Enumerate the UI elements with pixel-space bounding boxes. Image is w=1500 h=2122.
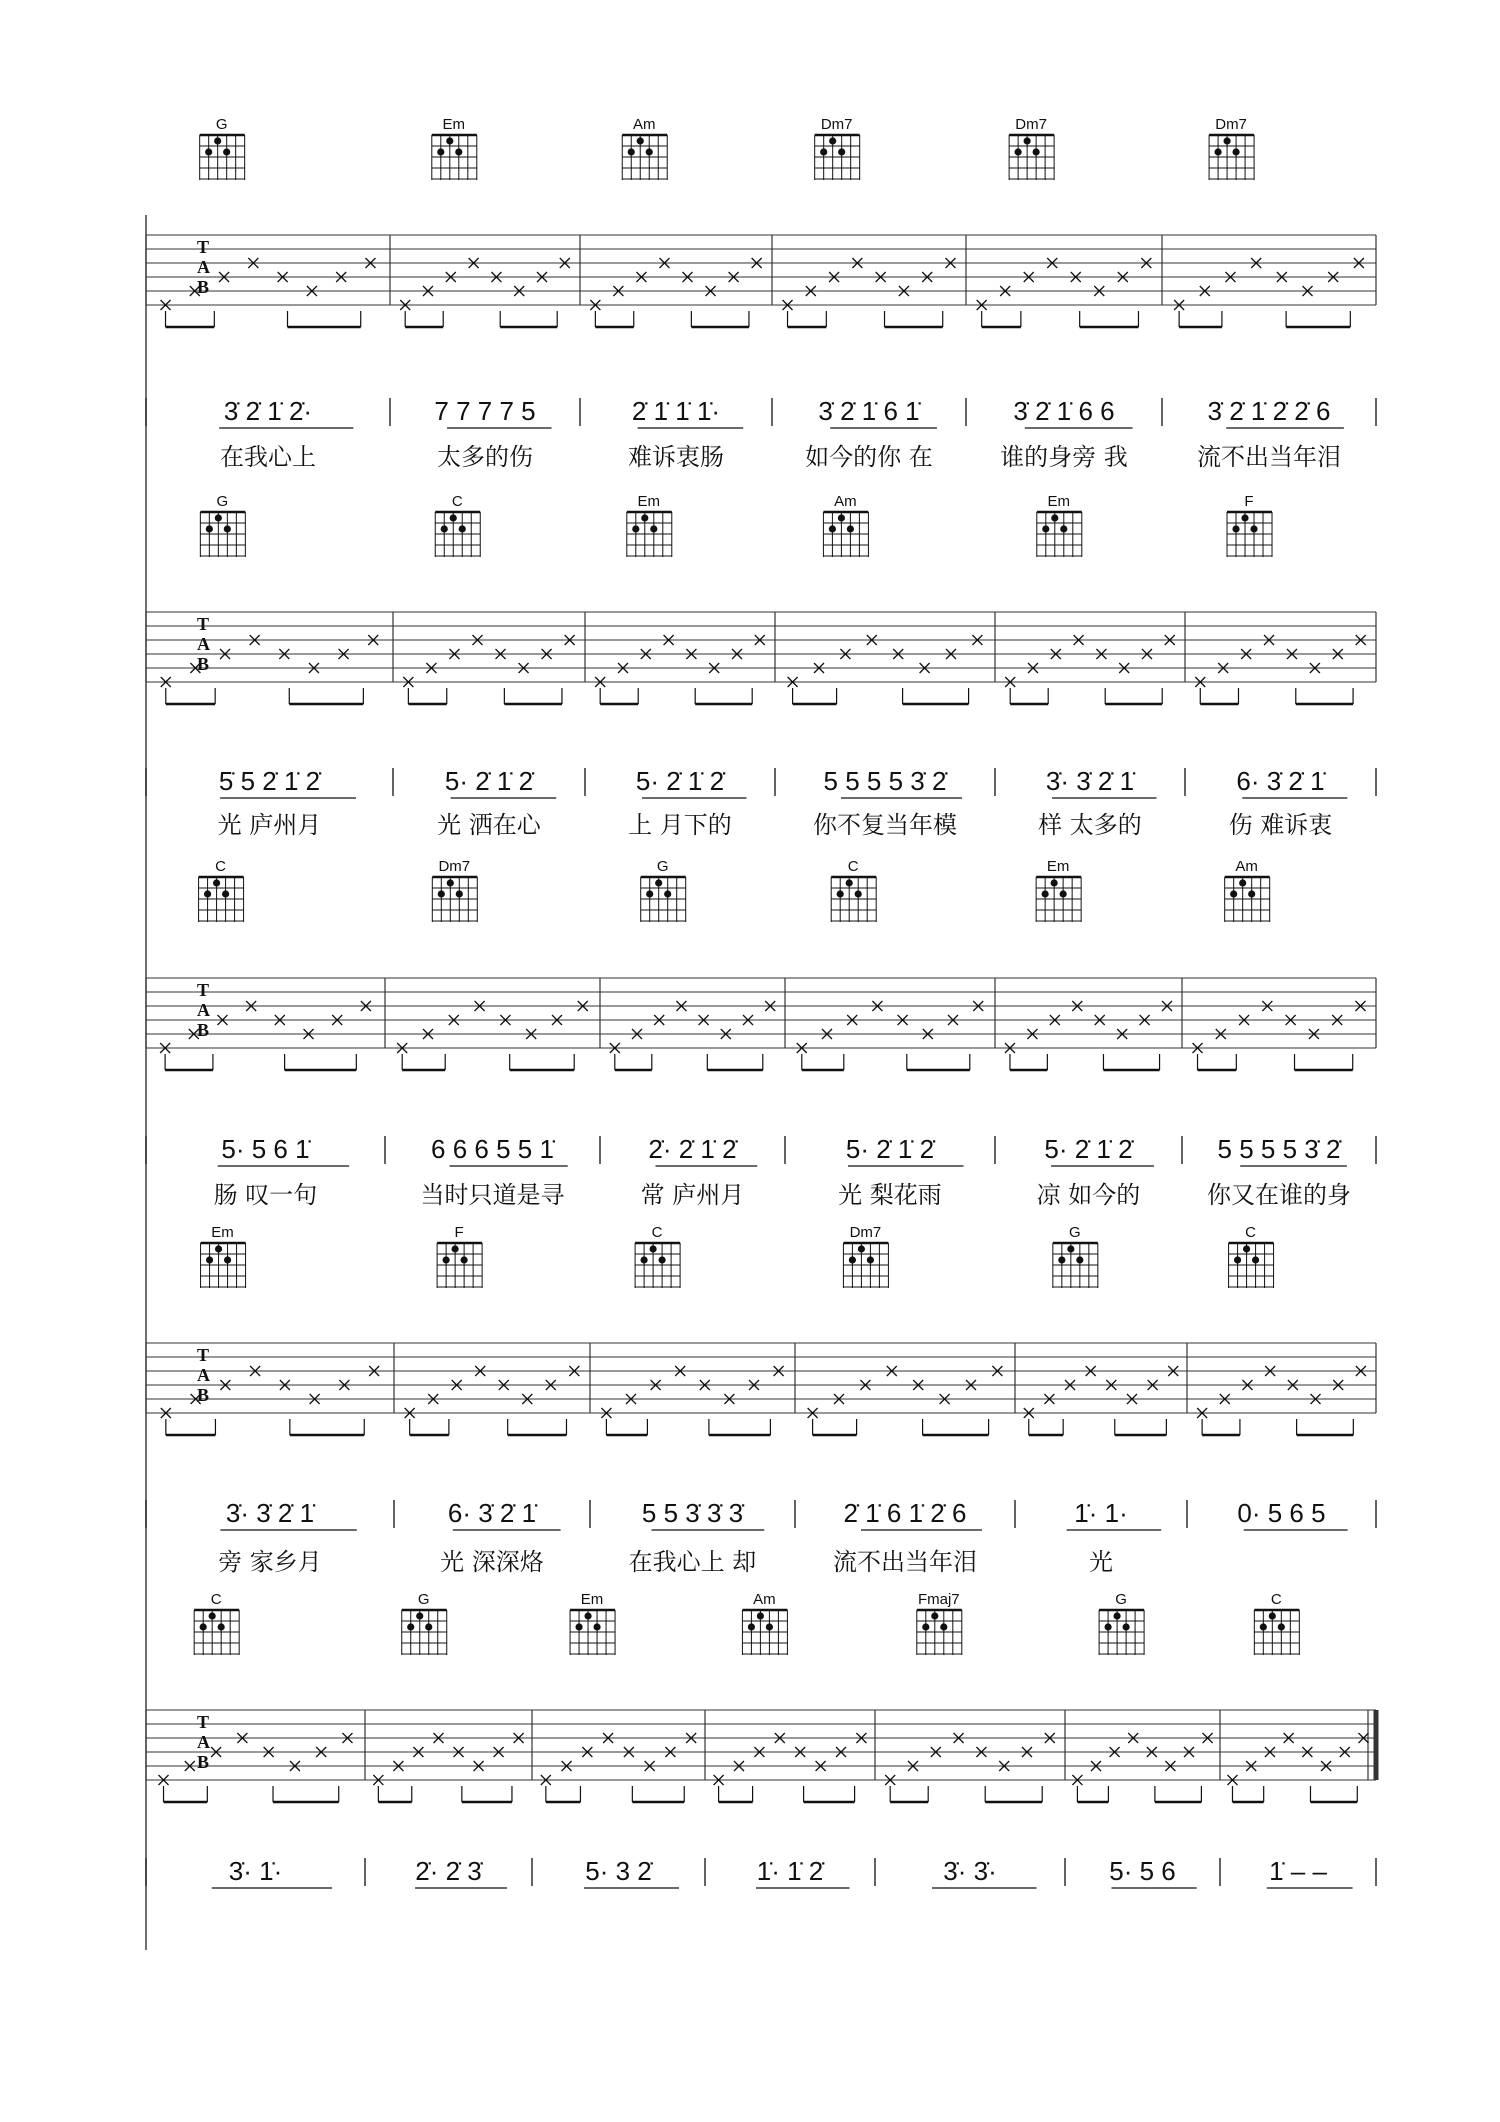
finger-dot <box>437 148 444 155</box>
finger-dot <box>1239 879 1246 886</box>
tab-clef-letter: B <box>197 277 210 297</box>
chord-name: Dm7 <box>849 1224 882 1241</box>
jianpu-measure: 1̇· 1· <box>1074 1498 1128 1528</box>
finger-dot <box>1024 137 1031 144</box>
jianpu-measure: 2̇· 2̇ 1̇ 2̇ <box>648 1134 737 1164</box>
lyric-measure: 谁的身旁 我 <box>1000 443 1128 471</box>
finger-dot <box>1067 1245 1074 1252</box>
lyric-measure: 在我心上 却 <box>628 1548 757 1576</box>
chord-name: C <box>847 858 859 875</box>
jianpu-measure: 7 7 7 7 5 <box>434 396 536 426</box>
finger-dot <box>748 1623 755 1630</box>
jianpu-measure: 5· 2̇ 1̇ 2̇ <box>635 766 725 796</box>
finger-dot <box>659 1256 666 1263</box>
lyric-measure: 光 洒在心 <box>437 811 541 839</box>
finger-dot <box>447 879 454 886</box>
finger-dot <box>1051 879 1058 886</box>
finger-dot <box>1033 148 1040 155</box>
finger-dot <box>1260 1623 1267 1630</box>
tab-clef-letter: B <box>197 1385 210 1405</box>
jianpu-measure: 2̇ 1̇ 1̇ 1̇· <box>631 396 721 426</box>
finger-dot <box>1248 890 1255 897</box>
jianpu-measure: 0· 5 6 5 <box>1237 1498 1326 1528</box>
finger-dot <box>1105 1623 1112 1630</box>
tab-clef-letter: T <box>197 1712 210 1732</box>
finger-dot <box>632 525 639 532</box>
finger-dot <box>223 148 230 155</box>
chord-name: Em <box>211 1224 234 1241</box>
jianpu-measure: 5 5 5 5 3̇ 2̇ <box>823 766 947 796</box>
finger-dot <box>757 1612 764 1619</box>
lyric-measure: 旁 家乡月 <box>218 1548 322 1576</box>
lyric-measure: 伤 难诉衷 <box>1228 811 1333 839</box>
chord-name: Dm7 <box>820 116 853 133</box>
chord-name: Em <box>1047 493 1071 510</box>
finger-dot <box>650 525 657 532</box>
finger-dot <box>858 1245 865 1252</box>
chord-name: C <box>1270 1591 1282 1608</box>
finger-dot <box>829 525 836 532</box>
finger-dot <box>215 1245 222 1252</box>
finger-dot <box>1234 1256 1241 1263</box>
finger-dot <box>1058 1256 1065 1263</box>
lyric-measure: 你不复当年模 <box>813 811 957 839</box>
finger-dot <box>443 1256 450 1263</box>
finger-dot <box>584 1612 591 1619</box>
finger-dot <box>446 137 453 144</box>
finger-dot <box>641 1256 648 1263</box>
chord-name: G <box>1069 1224 1081 1241</box>
chord-name: C <box>651 1224 663 1241</box>
lyric-measure: 光 深深烙 <box>440 1548 544 1576</box>
finger-dot <box>838 148 845 155</box>
jianpu-measure: 3̇ 2̇ 1̇ 2̇· <box>223 396 313 426</box>
finger-dot <box>456 890 463 897</box>
jianpu-measure: 5· 5 6 <box>1109 1856 1176 1886</box>
tab-clef-letter: T <box>197 1345 210 1365</box>
tab-clef-letter: A <box>197 1000 210 1020</box>
tab-clef-letter: T <box>197 237 210 257</box>
finger-dot <box>206 525 213 532</box>
lyric-measure: 肠 叹一句 <box>213 1181 318 1209</box>
lyric-measure: 常 庐州月 <box>640 1181 745 1209</box>
lyric-measure: 光 <box>1089 1548 1113 1576</box>
finger-dot <box>215 514 222 521</box>
finger-dot <box>1230 890 1237 897</box>
finger-dot <box>1243 1245 1250 1252</box>
chord-name: F <box>1244 493 1254 510</box>
tab-clef-letter: B <box>197 1020 210 1040</box>
finger-dot <box>646 148 653 155</box>
finger-dot <box>438 890 445 897</box>
chord-name: C <box>1245 1224 1257 1241</box>
finger-dot <box>940 1623 947 1630</box>
tab-clef-letter: B <box>197 654 210 674</box>
chord-name: G <box>417 1591 430 1608</box>
finger-dot <box>1278 1623 1285 1630</box>
tab-clef-letter: B <box>197 1752 210 1772</box>
finger-dot <box>455 148 462 155</box>
finger-dot <box>650 1245 657 1252</box>
finger-dot <box>641 514 648 521</box>
finger-dot <box>575 1623 582 1630</box>
finger-dot <box>1223 137 1230 144</box>
jianpu-measure: 3̇ 2̇ 1̇ 6 1̇ <box>818 396 920 426</box>
chord-name: G <box>1115 1591 1127 1608</box>
chord-name: Em <box>1046 858 1070 875</box>
finger-dot <box>637 137 644 144</box>
jianpu-measure: 3̇· 3̇ 2̇ 1̇ <box>1045 766 1135 796</box>
jianpu-measure: 3̇ 2̇ 1̇ 6 6 <box>1013 396 1115 426</box>
jianpu-measure: 5̇ 5 2̇ 1̇ 2̇ <box>218 766 321 796</box>
finger-dot <box>849 1256 856 1263</box>
jianpu-measure: 5 5 5 5 3̇ 2̇ <box>1217 1134 1341 1164</box>
finger-dot <box>838 514 845 521</box>
tab-clef-letter: A <box>197 1732 210 1752</box>
finger-dot <box>407 1623 414 1630</box>
finger-dot <box>459 525 466 532</box>
finger-dot <box>1232 148 1239 155</box>
lyric-measure: 光 梨花雨 <box>838 1181 942 1209</box>
finger-dot <box>655 879 662 886</box>
chord-name: Em <box>580 1591 604 1608</box>
finger-dot <box>1269 1612 1276 1619</box>
tab-clef-letter: A <box>197 1365 210 1385</box>
finger-dot <box>1060 525 1067 532</box>
finger-dot <box>867 1256 874 1263</box>
finger-dot <box>1042 525 1049 532</box>
finger-dot <box>1214 148 1221 155</box>
finger-dot <box>425 1623 432 1630</box>
chord-name: G <box>215 116 228 133</box>
finger-dot <box>416 1612 423 1619</box>
jianpu-measure: 3̇· 1̇· <box>228 1856 283 1886</box>
lyric-measure: 太多的伤 <box>437 443 533 471</box>
finger-dot <box>1241 514 1248 521</box>
finger-dot <box>766 1623 773 1630</box>
chord-name: Dm7 <box>1215 116 1247 133</box>
tab-clef-letter: A <box>197 257 210 277</box>
chord-name: Am <box>834 493 857 510</box>
chord-name: Fmaj7 <box>917 1591 960 1608</box>
chord-name: G <box>216 493 229 510</box>
lyric-measure: 光 庐州月 <box>217 811 322 839</box>
tab-clef-letter: A <box>197 634 210 654</box>
tab-clef-letter: T <box>197 980 210 1000</box>
jianpu-measure: 6 6 6 5 5 1̇ <box>431 1134 554 1164</box>
lyric-measure: 在我心上 <box>220 443 316 471</box>
chord-name: G <box>656 858 669 875</box>
finger-dot <box>450 514 457 521</box>
lyric-measure: 如今的你 在 <box>805 443 933 471</box>
chord-name: Am <box>1235 858 1258 875</box>
finger-dot <box>1232 525 1239 532</box>
finger-dot <box>922 1623 929 1630</box>
jianpu-measure: 6· 3̇ 2̇ 1̇ <box>447 1498 537 1528</box>
finger-dot <box>1042 890 1049 897</box>
finger-dot <box>204 890 211 897</box>
chord-name: C <box>210 1591 222 1608</box>
chord-name: Am <box>753 1591 776 1608</box>
finger-dot <box>205 148 212 155</box>
chord-name: F <box>454 1224 464 1241</box>
finger-dot <box>855 890 862 897</box>
finger-dot <box>1076 1256 1083 1263</box>
finger-dot <box>837 890 844 897</box>
jianpu-measure: 5· 2̇ 1̇ 2̇ <box>444 766 534 796</box>
lyric-measure: 流不出当年泪 <box>1197 443 1341 471</box>
finger-dot <box>820 148 827 155</box>
jianpu-measure: 3̇· 3̇· <box>943 1856 997 1886</box>
lyric-measure: 你又在谁的身 <box>1207 1181 1351 1209</box>
finger-dot <box>452 1245 459 1252</box>
finger-dot <box>664 890 671 897</box>
finger-dot <box>214 137 221 144</box>
finger-dot <box>846 879 853 886</box>
jianpu-measure: 5· 5 6 1̇ <box>221 1134 310 1164</box>
finger-dot <box>441 525 448 532</box>
finger-dot <box>224 1256 231 1263</box>
jianpu-measure: 2̇ 1̇ 6 1̇ 2̇ 6 <box>843 1498 967 1528</box>
chord-name: Em <box>442 116 466 133</box>
chord-name: Dm7 <box>438 858 471 875</box>
chord-name: Dm7 <box>1015 116 1047 133</box>
finger-dot <box>224 525 231 532</box>
finger-dot <box>1015 148 1022 155</box>
finger-dot <box>931 1612 938 1619</box>
jianpu-measure: 5· 3 2̇ <box>585 1856 652 1886</box>
finger-dot <box>1123 1623 1130 1630</box>
lyric-measure: 难诉衷肠 <box>628 443 724 471</box>
jianpu-measure: 1̇· 1̇ 2̇ <box>756 1856 824 1886</box>
jianpu-measure: 5 5 3̇ 3̇ 3̇ <box>641 1498 744 1528</box>
lyric-measure: 凉 如今的 <box>1036 1181 1141 1209</box>
finger-dot <box>829 137 836 144</box>
tab-clef-letter: T <box>197 614 210 634</box>
finger-dot <box>206 1256 213 1263</box>
finger-dot <box>1060 890 1067 897</box>
finger-dot <box>646 890 653 897</box>
chord-name: C <box>215 858 227 875</box>
finger-dot <box>461 1256 468 1263</box>
jianpu-measure: 5· 2̇ 1̇ 2̇ <box>1044 1134 1133 1164</box>
finger-dot <box>222 890 229 897</box>
finger-dot <box>1250 525 1257 532</box>
jianpu-measure: 6· 3̇ 2̇ 1̇ <box>1236 766 1325 796</box>
chord-name: C <box>451 493 463 510</box>
finger-dot <box>593 1623 600 1630</box>
finger-dot <box>1114 1612 1121 1619</box>
finger-dot <box>200 1623 207 1630</box>
finger-dot <box>213 879 220 886</box>
finger-dot <box>628 148 635 155</box>
jianpu-measure: 3̇· 3̇ 2̇ 1̇ <box>225 1498 315 1528</box>
lyric-measure: 上 月下的 <box>628 811 732 839</box>
chord-name: Am <box>632 116 656 133</box>
chord-name: Em <box>637 493 661 510</box>
jianpu-measure: 5· 2̇ 1̇ 2̇ <box>845 1134 935 1164</box>
jianpu-measure: 3̇ 2̇ 1̇ 2̇ 2̇ 6 <box>1207 396 1331 426</box>
finger-dot <box>1051 514 1058 521</box>
lyric-measure: 当时只道是寻 <box>420 1181 565 1209</box>
jianpu-measure: 1̇ – – <box>1269 1856 1327 1886</box>
finger-dot <box>847 525 854 532</box>
finger-dot <box>1252 1256 1259 1263</box>
jianpu-measure: 2̇· 2̇ 3̇ <box>415 1856 482 1886</box>
finger-dot <box>209 1612 216 1619</box>
lyric-measure: 流不出当年泪 <box>833 1548 977 1576</box>
finger-dot <box>218 1623 225 1630</box>
lyric-measure: 样 太多的 <box>1038 811 1142 839</box>
